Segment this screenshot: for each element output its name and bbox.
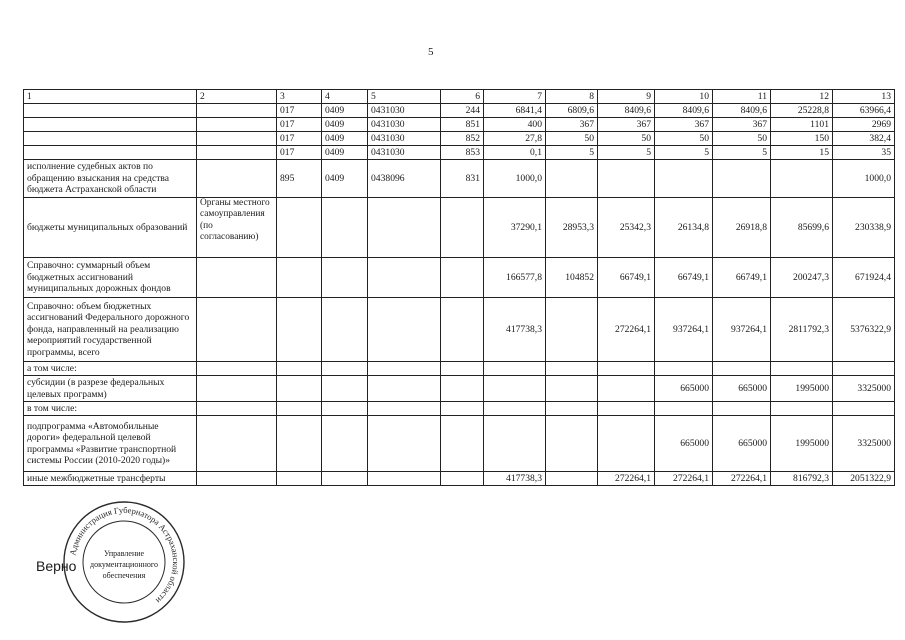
budget-table: [23, 89, 895, 486]
row-code-3: 895: [277, 160, 322, 198]
row-value: 26918,8: [713, 198, 771, 258]
row-value: 5376322,9: [833, 298, 895, 362]
row-description: Справочно: суммарный объем бюджетных ассигнований муниципальных дорожных фондов: [24, 258, 197, 298]
row-organization: Органы местного самоуправления (по согласованию): [197, 198, 277, 258]
row-value: [833, 402, 895, 416]
row-code-3: 017: [277, 132, 322, 146]
row-organization: [197, 362, 277, 376]
table-row: [24, 146, 895, 160]
row-value: 272264,1: [598, 298, 655, 362]
row-value: 400: [484, 118, 546, 132]
column-header: 5: [368, 90, 441, 104]
row-code-4: [322, 362, 368, 376]
page-number: 5: [428, 46, 434, 58]
stamp-line: Управление: [103, 549, 145, 558]
row-value: 5: [598, 146, 655, 160]
signature-label: Верно: [36, 558, 77, 574]
row-code-6: [441, 298, 484, 362]
stamp-line: документационного: [90, 560, 158, 569]
row-value: 15: [771, 146, 833, 160]
row-value: 1000,0: [484, 160, 546, 198]
row-value: [598, 160, 655, 198]
row-value: 6809,6: [546, 104, 598, 118]
row-value: 272264,1: [713, 472, 771, 486]
row-organization: [197, 146, 277, 160]
row-value: [598, 402, 655, 416]
row-value: 1101: [771, 118, 833, 132]
row-value: [771, 160, 833, 198]
table-row: [24, 258, 895, 298]
row-value: 85699,6: [771, 198, 833, 258]
official-stamp: [62, 500, 186, 624]
row-code-5: [368, 258, 441, 298]
row-value: [655, 402, 713, 416]
row-code-5: 0438096: [368, 160, 441, 198]
row-description: а том числе:: [24, 362, 197, 376]
row-value: 150: [771, 132, 833, 146]
row-value: 2969: [833, 118, 895, 132]
row-organization: [197, 402, 277, 416]
column-header: 9: [598, 90, 655, 104]
row-value: 25228,8: [771, 104, 833, 118]
table-row: [24, 472, 895, 486]
table-row: [24, 160, 895, 198]
row-value: 665000: [713, 376, 771, 402]
column-header: 11: [713, 90, 771, 104]
row-value: 37290,1: [484, 198, 546, 258]
row-description: [24, 104, 197, 118]
row-code-4: [322, 416, 368, 472]
row-value: 50: [598, 132, 655, 146]
row-value: [484, 362, 546, 376]
row-value: 50: [713, 132, 771, 146]
row-value: 5: [546, 146, 598, 160]
row-value: 417738,3: [484, 298, 546, 362]
row-code-3: [277, 416, 322, 472]
table-row: [24, 376, 895, 402]
row-description: иные межбюджетные трансферты: [24, 472, 197, 486]
row-value: [484, 416, 546, 472]
row-value: 937264,1: [655, 298, 713, 362]
row-value: [655, 160, 713, 198]
row-code-4: [322, 298, 368, 362]
row-value: 5: [713, 146, 771, 160]
row-value: [546, 298, 598, 362]
row-code-3: 017: [277, 104, 322, 118]
row-code-5: [368, 402, 441, 416]
row-value: [598, 416, 655, 472]
row-code-3: 017: [277, 146, 322, 160]
row-value: 50: [655, 132, 713, 146]
row-organization: [197, 258, 277, 298]
row-value: 367: [546, 118, 598, 132]
row-code-4: 0409: [322, 146, 368, 160]
row-value: 272264,1: [655, 472, 713, 486]
column-header: 8: [546, 90, 598, 104]
row-code-6: 851: [441, 118, 484, 132]
row-code-3: [277, 362, 322, 376]
table-row: [24, 402, 895, 416]
row-value: 35: [833, 146, 895, 160]
row-organization: [197, 104, 277, 118]
row-code-3: 017: [277, 118, 322, 132]
row-organization: [197, 132, 277, 146]
row-code-5: [368, 376, 441, 402]
row-value: 28953,3: [546, 198, 598, 258]
row-value: 816792,3: [771, 472, 833, 486]
row-description: [24, 146, 197, 160]
row-code-4: [322, 258, 368, 298]
row-value: [771, 362, 833, 376]
row-description: Справочно: объем бюджетных ассигнований Федерального дорожного фонда, направленный на реализацию мероприятий государственной программы, всего: [24, 298, 197, 362]
row-value: 8409,6: [655, 104, 713, 118]
row-code-5: [368, 416, 441, 472]
row-value: 367: [598, 118, 655, 132]
row-value: 26134,8: [655, 198, 713, 258]
row-value: 3325000: [833, 376, 895, 402]
row-code-3: [277, 258, 322, 298]
row-description: в том числе:: [24, 402, 197, 416]
row-code-6: [441, 362, 484, 376]
row-code-5: 0431030: [368, 146, 441, 160]
row-value: 200247,3: [771, 258, 833, 298]
table-row: [24, 298, 895, 362]
row-code-4: 0409: [322, 104, 368, 118]
stamp-ring-text: Администрация Губернатора Астраханской области: [67, 504, 182, 606]
row-value: 937264,1: [713, 298, 771, 362]
row-code-6: 852: [441, 132, 484, 146]
row-code-4: [322, 472, 368, 486]
row-organization: [197, 416, 277, 472]
row-value: 230338,9: [833, 198, 895, 258]
row-value: 66749,1: [598, 258, 655, 298]
row-value: 367: [713, 118, 771, 132]
row-value: [546, 362, 598, 376]
row-code-6: [441, 376, 484, 402]
column-header: 7: [484, 90, 546, 104]
row-value: 8409,6: [598, 104, 655, 118]
row-value: 0,1: [484, 146, 546, 160]
row-value: 63966,4: [833, 104, 895, 118]
row-code-3: [277, 402, 322, 416]
row-code-5: [368, 362, 441, 376]
row-code-5: [368, 472, 441, 486]
row-value: 665000: [655, 376, 713, 402]
row-organization: [197, 472, 277, 486]
row-value: 166577,8: [484, 258, 546, 298]
column-header: 1: [24, 90, 197, 104]
row-description: субсидии (в разрезе федеральных целевых программ): [24, 376, 197, 402]
row-code-6: [441, 198, 484, 258]
row-value: 5: [655, 146, 713, 160]
row-value: 1995000: [771, 416, 833, 472]
row-value: 665000: [713, 416, 771, 472]
row-value: [598, 376, 655, 402]
row-value: 25342,3: [598, 198, 655, 258]
row-code-6: [441, 472, 484, 486]
row-value: 27,8: [484, 132, 546, 146]
row-code-6: 853: [441, 146, 484, 160]
row-value: [484, 402, 546, 416]
row-code-5: 0431030: [368, 104, 441, 118]
row-value: [546, 472, 598, 486]
row-value: [546, 160, 598, 198]
row-code-3: [277, 472, 322, 486]
row-value: 272264,1: [598, 472, 655, 486]
row-organization: [197, 376, 277, 402]
stamp-line: обеспечения: [102, 571, 146, 580]
row-value: [713, 362, 771, 376]
row-value: [771, 402, 833, 416]
table-row: [24, 416, 895, 472]
table-row: [24, 104, 895, 118]
row-value: 417738,3: [484, 472, 546, 486]
column-header: 4: [322, 90, 368, 104]
row-value: 8409,6: [713, 104, 771, 118]
row-value: [546, 376, 598, 402]
row-value: 671924,4: [833, 258, 895, 298]
row-code-5: [368, 298, 441, 362]
row-value: [546, 416, 598, 472]
column-header: 13: [833, 90, 895, 104]
column-header: 3: [277, 90, 322, 104]
header-row: [24, 90, 895, 104]
row-description: бюджеты муниципальных образований: [24, 198, 197, 258]
row-code-6: 244: [441, 104, 484, 118]
row-code-5: [368, 198, 441, 258]
row-value: 6841,4: [484, 104, 546, 118]
row-code-4: [322, 376, 368, 402]
row-value: 382,4: [833, 132, 895, 146]
row-value: 66749,1: [713, 258, 771, 298]
row-code-6: [441, 402, 484, 416]
table-row: [24, 198, 895, 258]
row-code-5: 0431030: [368, 118, 441, 132]
row-description: [24, 118, 197, 132]
row-value: [713, 402, 771, 416]
row-value: 50: [546, 132, 598, 146]
row-code-6: 831: [441, 160, 484, 198]
row-code-4: 0409: [322, 160, 368, 198]
row-organization: [197, 298, 277, 362]
row-value: [655, 362, 713, 376]
table-row: [24, 118, 895, 132]
row-organization: [197, 160, 277, 198]
row-code-4: 0409: [322, 132, 368, 146]
row-value: [484, 376, 546, 402]
row-code-4: [322, 198, 368, 258]
row-value: [546, 402, 598, 416]
row-code-4: 0409: [322, 118, 368, 132]
row-code-5: 0431030: [368, 132, 441, 146]
table-row: [24, 362, 895, 376]
row-value: 1000,0: [833, 160, 895, 198]
row-organization: [197, 118, 277, 132]
row-value: 1995000: [771, 376, 833, 402]
row-description: исполнение судебных актов по обращению взыскания на средства бюджета Астраханской области: [24, 160, 197, 198]
row-code-6: [441, 416, 484, 472]
column-header: 2: [197, 90, 277, 104]
row-value: 367: [655, 118, 713, 132]
row-code-3: [277, 376, 322, 402]
row-description: [24, 132, 197, 146]
row-value: 104852: [546, 258, 598, 298]
row-value: [713, 160, 771, 198]
row-value: 66749,1: [655, 258, 713, 298]
row-code-4: [322, 402, 368, 416]
column-header: 12: [771, 90, 833, 104]
row-value: 2051322,9: [833, 472, 895, 486]
row-code-3: [277, 298, 322, 362]
column-header: 6: [441, 90, 484, 104]
row-description: подпрограмма «Автомобильные дороги» федеральной целевой программы «Развитие транспортной системы России (2010-2020 годы)»: [24, 416, 197, 472]
table-row: [24, 132, 895, 146]
row-value: [598, 362, 655, 376]
row-value: 3325000: [833, 416, 895, 472]
row-value: 2811792,3: [771, 298, 833, 362]
row-code-6: [441, 258, 484, 298]
column-header: 10: [655, 90, 713, 104]
row-value: 665000: [655, 416, 713, 472]
row-code-3: [277, 198, 322, 258]
row-value: [833, 362, 895, 376]
